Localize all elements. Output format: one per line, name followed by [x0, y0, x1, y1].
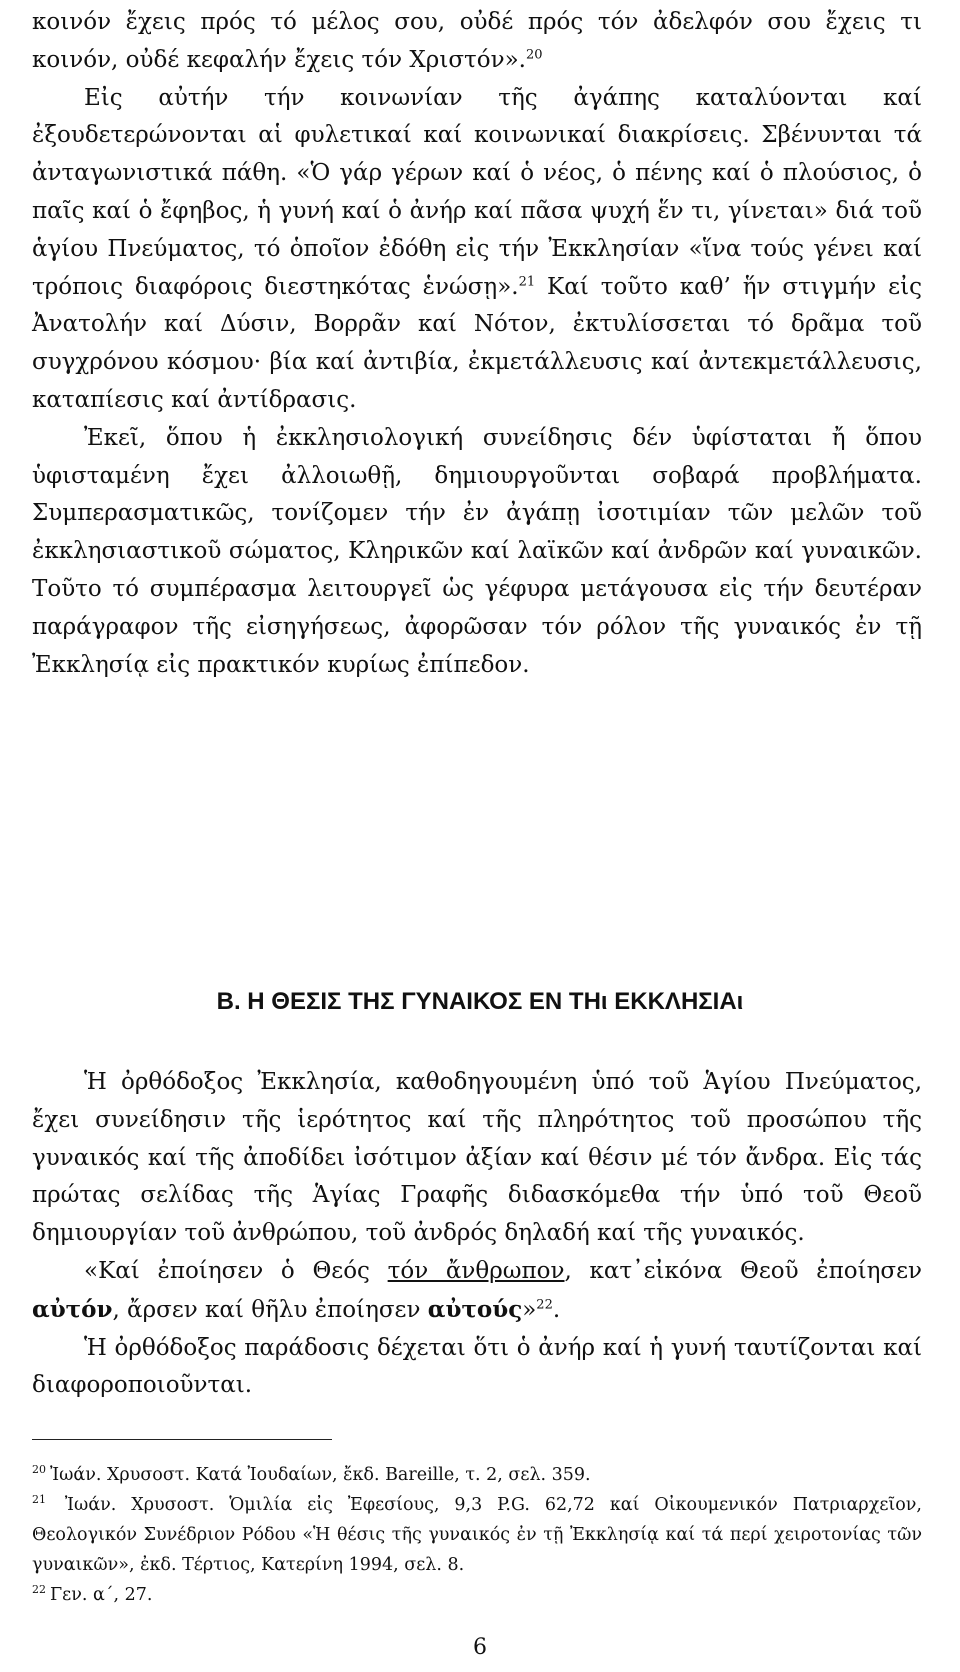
section-2-paragraph-3: Ἡ ὀρθόδοξος παράδοσις δέχεται ὅτι ὁ ἀνήρ καί ἡ γυνή ταυτίζονται καί διαφοροποιοῦνται. [32, 1334, 922, 1399]
quote-bold-2: αὐτούς [427, 1295, 523, 1323]
footnote-ref-22: 22 [536, 1297, 553, 1313]
section-2-body [32, 1064, 922, 1405]
quote-close-mark: » [522, 1296, 537, 1323]
footnotes [32, 1460, 922, 1610]
quote-underlined-text: τόν ἄνθρωπον [387, 1257, 565, 1284]
footnote-22-number: 22 [32, 1583, 46, 1597]
footnote-22 [32, 1580, 922, 1610]
paragraph-2 [32, 80, 922, 420]
paragraph-2-text-a: Εἰς αὐτήν τήν κοινωνίαν τῆς ἀγάπης καταλύονται καί ἐξουδετερώνονται αἱ φυλετικαί καί κοινωνικαί διακρίσεις. Σβένυνται τά ἀνταγωνιστικά πάθη. «Ὁ γάρ γέρων καί ὁ νέος, ὁ πένης καί ὁ πλούσιος, ὁ παῖς καί ὁ ἔφηβος, ἡ γυνή καί ὁ ἀνήρ καί πᾶσα ψυχή ἕν τι, γίνεται» διά τοῦ ἁγίου Πνεύματος, τό ὁποῖον ἐδόθη εἰς τήν Ἐκκλησίαν «ἵνα τούς γένει καί τρόποις διαφόροις διεστηκότας ἑνώσῃ». [32, 84, 922, 300]
body-text-top [32, 4, 922, 684]
paragraph-3 [32, 420, 922, 685]
footnote-divider [32, 1439, 332, 1440]
footnote-ref-20: 20 [525, 47, 543, 63]
paragraph-1 [32, 4, 922, 80]
footnote-21-number: 21 [32, 1493, 46, 1507]
paragraph-3-text: Ἐκεῖ, ὅπου ἡ ἐκκλησιολογική συνείδησις δέν ὑφίσταται ἤ ὅπου ὑφισταμένη ἔχει ἀλλοιωθῇ, δημιουργοῦνται σοβαρά προβλήματα. Συμπερασματικῶς, τονίζομεν τήν ἐν ἀγάπῃ ἰσοτιμίαν τῶν μελῶν τοῦ ἐκκλησιαστικοῦ σώματος, Κληρικῶν καί λαϊκῶν καί ἀνδρῶν καί γυναικῶν. Τοῦτο τό συμπέρασμα λειτουργεῖ ὡς γέφυρα μετάγουσα εἰς τήν δευτέραν παράγραφον τῆς εἰσηγήσεως, ἀφορῶσαν τόν ρόλον τῆς γυναικός ἐν τῇ Ἐκκλησίᾳ εἰς πρακτικόν κυρίως ἐπίπεδον. [32, 424, 922, 678]
quote-mid-text: , κατ᾽εἰκόνα Θεοῦ ἐποίησεν [564, 1257, 922, 1284]
quote-mid-text-2: , ἄρσεν καί θῆλυ ἐποίησεν [112, 1296, 428, 1323]
paragraph-2-text-b: Καί τοῦτο καθ’ ἥν στιγμήν εἰς Ἀνατολήν καί Δύσιν, Βορρᾶν καί Νότον, ἐκτυλίσσεται τό δρᾶμα τοῦ συγχρόνου κόσμου· βία καί ἀντιβία, ἐκμετάλλευσις καί ἀντεκμετάλλευσις, καταπίεσις καί ἀντίδρασις. [32, 273, 922, 413]
footnote-21 [32, 1490, 922, 1580]
section-heading: Β. Η ΘΕΣΙΣ ΤΗΣ ΓΥΝΑΙΚΟΣ ΕΝ ΤΗι ΕΚΚΛΗΣΙΑι [216, 988, 744, 1015]
footnote-21-text: Ἰωάν. Χρυσοστ. Ὁμιλία εἰς Ἐφεσίους, 9,3 P.G. 62,72 καί Οἰκουμενικόν Πατριαρχεῖον, Θεολογικόν Συνέδριον Ρόδου «Ἡ θέσις τῆς γυναικός ἐν τῇ Ἐκκλησίᾳ καί τά περί χειροτονίας τῶν γυναικῶν», ἐκδ. Τέρτιος, Κατερίνη 1994, σελ. 8. [32, 1495, 922, 1575]
footnote-20-number: 20 [32, 1463, 46, 1477]
quote-end-punct: . [552, 1296, 561, 1323]
section-2-paragraph-1: Ἡ ὀρθόδοξος Ἐκκλησία, καθοδηγουμένη ὑπό τοῦ Ἁγίου Πνεύματος, ἔχει συνείδησιν τῆς ἱερότητος καί τῆς πληρότητος τοῦ προσώπου τῆς γυναικός καί τῆς ἀποδίδει ἰσότιμον ἀξίαν καί θέσιν μέ τόν ἄνδρα. Εἰς τάς πρώτας σελίδας τῆς Ἁγίας Γραφῆς διδασκόμεθα τήν ὑπό τοῦ Θεοῦ δημιουργίαν τοῦ ἀνθρώπου, τοῦ ἀνδρός δηλαδή καί τῆς γυναικός. [32, 1069, 922, 1247]
footnote-22-text: Γεν. α΄, 27. [50, 1585, 153, 1605]
footnote-ref-21: 21 [518, 273, 536, 289]
footnote-20-text: Ἰωάν. Χρυσοστ. Κατά Ἰουδαίων, ἔκδ. Bareille, τ. 2, σελ. 359. [50, 1465, 591, 1485]
section-2-quote [32, 1253, 922, 1330]
page-number: 6 [473, 1635, 487, 1660]
quote-open-text: «Καί ἐποίησεν ὁ Θεός [84, 1257, 388, 1284]
quote-bold-1: αὐτόν [32, 1295, 113, 1323]
paragraph-1-text: κοινόν ἔχεις πρός τό μέλος σου, οὐδέ πρός τόν ἀδελφόν σου ἔχεις τι κοινόν, οὐδέ κεφαλήν ἔχεις τόν Χριστόν». [32, 9, 922, 73]
footnote-20 [32, 1460, 922, 1490]
